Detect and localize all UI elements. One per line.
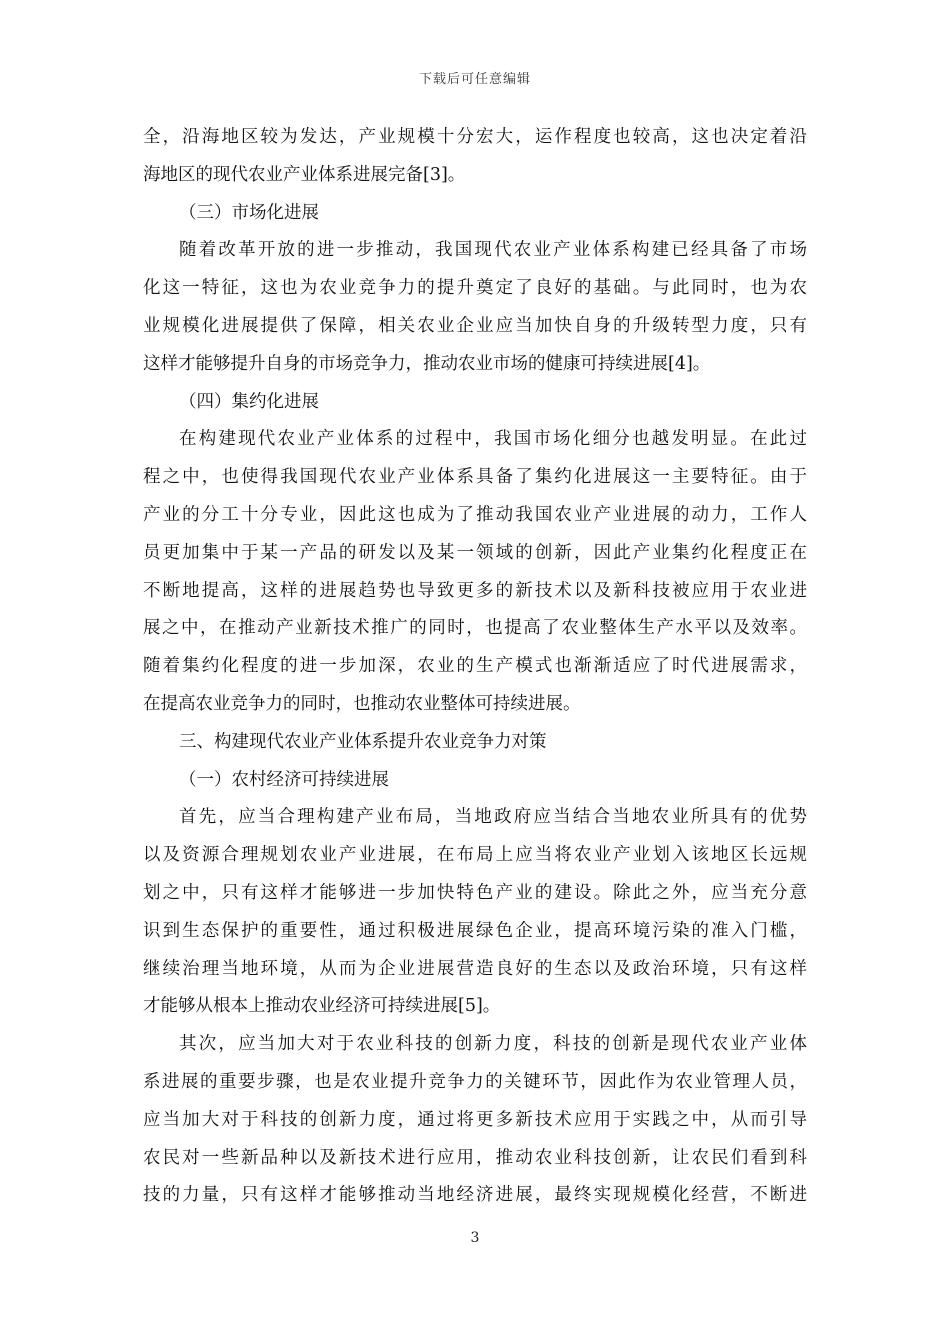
text-line: 识到生态保护的重要性，通过积极进展绿色企业，提高环境污染的准入门槛， bbox=[143, 920, 807, 941]
text-line: 这样才能够提升自身的市场竞争力，推动农业市场的健康可持续进展[4]。 bbox=[143, 353, 711, 374]
text-line: 随着集约化程度的进一步加深，农业的生产模式也渐渐适应了时代进展需求， bbox=[143, 656, 807, 677]
text-line: 在构建现代农业产业体系的过程中，我国市场化细分也越发明显。在此过 bbox=[179, 429, 807, 450]
page-header-note: 下载后可任意编辑 bbox=[418, 72, 531, 87]
text-line: 化这一特征，这也为农业竞争力的提升奠定了良好的基础。与此同时，也为农 bbox=[143, 278, 807, 299]
text-line: 其次，应当加大对于农业科技的创新力度，科技的创新是现代农业产业体 bbox=[179, 1034, 807, 1055]
text-line: 员更加集中于某一产品的研发以及某一领域的创新，因此产业集约化程度正在 bbox=[143, 542, 807, 563]
text-line: 产业的分工十分专业，因此这也成为了推动我国农业产业进展的动力，工作人 bbox=[143, 504, 807, 525]
text-line: 以及资源合理规划农业产业进展，在布局上应当将农业产业划入该地区长远规 bbox=[143, 845, 807, 866]
section-heading: （三）市场化进展 bbox=[179, 202, 319, 223]
section-heading: 三、构建现代农业产业体系提升农业竞争力对策 bbox=[179, 731, 547, 752]
text-line: 应当加大对于科技的创新力度，通过将更多新技术应用于实践之中，从而引导 bbox=[143, 1109, 807, 1130]
text-line: 系进展的重要步骤，也是农业提升竞争力的关键环节，因此作为农业管理人员， bbox=[143, 1071, 807, 1092]
text-line: 在提高农业竞争力的同时，也推动农业整体可持续进展。 bbox=[143, 693, 581, 714]
text-line: 业规模化进展提供了保障，相关农业企业应当加快自身的升级转型力度，只有 bbox=[143, 315, 807, 336]
text-line: 技的力量，只有这样才能够推动当地经济进展，最终实现规模化经营，不断进 bbox=[143, 1185, 807, 1206]
text-line: 海地区的现代农业产业体系进展完备[3]。 bbox=[143, 164, 466, 185]
text-line: 划之中，只有这样才能够进一步加快特色产业的建设。除此之外，应当充分意 bbox=[143, 882, 807, 903]
text-line: 程之中，也使得我国现代农业产业体系具备了集约化进展这一主要特征。由于 bbox=[143, 467, 807, 488]
section-heading: （四）集约化进展 bbox=[179, 391, 319, 412]
document-body bbox=[143, 119, 807, 1215]
text-line: 展之中，在推动产业新技术推广的同时，也提高了农业整体生产水平以及效率。 bbox=[143, 618, 807, 639]
text-line: 全，沿海地区较为发达，产业规模十分宏大，运作程度也较高，这也决定着沿 bbox=[143, 127, 807, 147]
text-line: 农民对一些新品种以及新技术进行应用，推动农业科技创新，让农民们看到科 bbox=[143, 1147, 807, 1168]
text-line: 继续治理当地环境，从而为企业进展营造良好的生态以及政治环境，只有这样 bbox=[143, 958, 807, 979]
text-line: 首先，应当合理构建产业布局，当地政府应当结合当地农业所具有的优势 bbox=[179, 807, 807, 828]
text-line: 才能够从根本上推动农业经济可持续进展[5]。 bbox=[143, 996, 501, 1017]
section-heading: （一）农村经济可持续进展 bbox=[179, 769, 389, 790]
text-line: 不断地提高，这样的进展趋势也导致更多的新技术以及新科技被应用于农业进 bbox=[143, 580, 807, 601]
page-number: 3 bbox=[470, 1230, 480, 1246]
text-line: 随着改革开放的进一步推动，我国现代农业产业体系构建已经具备了市场 bbox=[179, 240, 807, 261]
